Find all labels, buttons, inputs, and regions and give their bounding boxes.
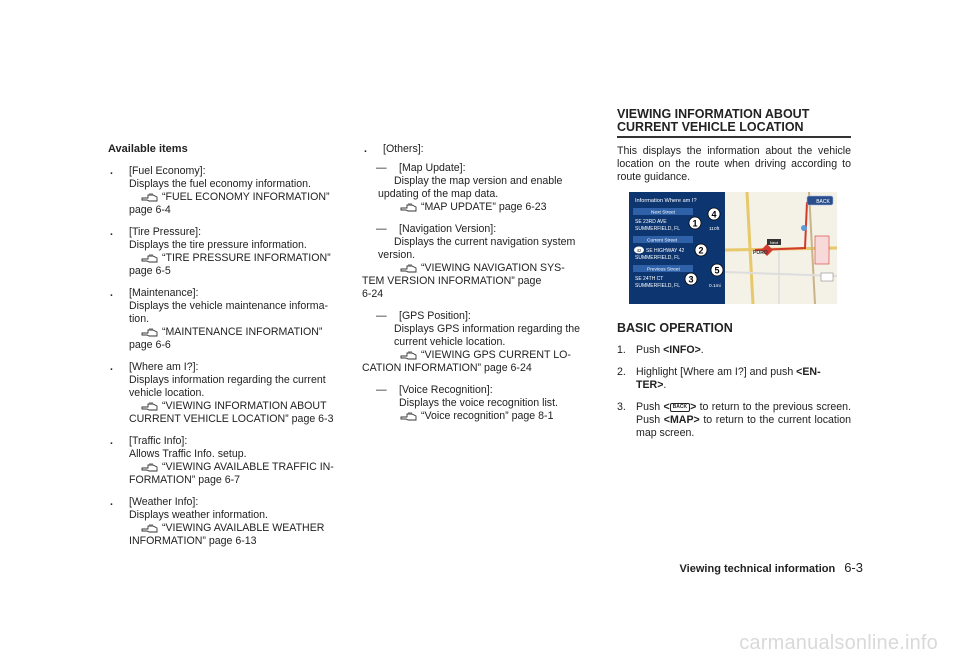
bullet: .: [110, 287, 113, 299]
subitem-map-update: [378, 162, 600, 214]
enter-key-label: <EN-: [796, 366, 821, 378]
step-2: 2. Highlight [Where am I?] and push <EN- TER>.: [617, 366, 821, 391]
item-label: [Map Update]:: [399, 162, 466, 174]
item-ref[interactable]: “VIEWING AVAILABLE WEATHER: [129, 522, 346, 535]
svg-text:110ft: 110ft: [709, 227, 720, 232]
bullet: .: [110, 165, 113, 177]
callout-3: [685, 273, 697, 285]
reference-hand-icon: [400, 411, 418, 422]
subitem-gps-position: [362, 310, 600, 375]
reference-hand-icon: [400, 263, 418, 274]
item-label: [Navigation Version]:: [399, 223, 497, 235]
svg-text:5: 5: [714, 265, 720, 276]
item-label: [Weather Info]:: [129, 496, 199, 508]
item-desc-cont: vehicle location.: [129, 387, 205, 399]
list-item-weather-info: [108, 496, 346, 548]
item-ref[interactable]: “MAINTENANCE INFORMATION”: [129, 326, 346, 339]
step-3: 3. Push < BACK > to return to the previous screen. Push <MAP> to return to the current location map screen.: [617, 401, 852, 439]
reference-hand-icon: [141, 462, 159, 473]
item-label: [Tire Pressure]:: [129, 226, 202, 238]
reference-hand-icon: [141, 401, 159, 412]
step-1: 1. Push <INFO>.: [617, 344, 704, 356]
item-label: [Where am I?]:: [129, 361, 199, 373]
subitem-voice-recognition: [378, 384, 600, 423]
basic-operation-heading: BASIC OPERATION: [617, 321, 733, 335]
item-label: [Maintenance]:: [129, 287, 199, 299]
item-ref-page: FORMATION” page 6-7: [129, 474, 241, 486]
svg-text:Next Street: Next Street: [651, 210, 675, 216]
bullet: .: [364, 143, 367, 155]
item-ref-page: 6-24: [362, 288, 384, 300]
svg-text:SE 23RD AVE: SE 23RD AVE: [635, 219, 667, 225]
item-ref[interactable]: “VIEWING INFORMATION ABOUT: [129, 400, 346, 413]
svg-text:4: 4: [711, 209, 717, 220]
dash-marker: —: [376, 384, 387, 396]
item-ref-page: page 6-6: [129, 339, 171, 351]
callout-1: [689, 217, 701, 229]
list-item-tire-pressure: [108, 226, 346, 278]
item-label: [Traffic Info]:: [129, 435, 188, 447]
reference-hand-icon: [141, 327, 159, 338]
section-rule: [617, 136, 851, 138]
item-ref-page: page 6-5: [129, 265, 171, 277]
bullet: .: [110, 435, 113, 447]
svg-text:SUMMERFIELD, FL: SUMMERFIELD, FL: [635, 226, 681, 232]
item-ref-page: page 6-4: [129, 204, 171, 216]
item-desc: Displays the vehicle maintenance informa-: [129, 300, 329, 312]
reference-hand-icon: [141, 523, 159, 534]
map-place-label: PORO: [753, 250, 768, 256]
available-items-heading: Available items: [108, 143, 188, 155]
reference-hand-icon: [400, 350, 418, 361]
page-number: 6-3: [844, 560, 863, 575]
svg-text:SE HIGHWAY 42: SE HIGHWAY 42: [646, 248, 685, 254]
list-item-where-am-i: [108, 361, 346, 426]
item-desc: Allows Traffic Info. setup.: [129, 448, 247, 460]
callout-2: [695, 244, 707, 256]
item-ref[interactable]: “FUEL ECONOMY INFORMATION”: [129, 191, 346, 204]
item-label: [Others]:: [383, 143, 424, 155]
item-ref-cont: TEM VERSION INFORMATION” page: [362, 275, 542, 287]
item-desc: Displays information regarding the current: [129, 374, 326, 386]
intro-paragraph: This displays the information about the vehicle location on the route when driving according to route guidance.: [617, 145, 851, 183]
reference-hand-icon: [141, 192, 159, 203]
bullet: .: [110, 361, 113, 373]
nav-screenshot: [629, 192, 837, 304]
svg-text:SE 24TH CT: SE 24TH CT: [635, 276, 664, 282]
item-desc: Displays the tire pressure information.: [129, 239, 307, 251]
subitem-navigation-version: [362, 223, 600, 301]
bullet: .: [110, 496, 113, 508]
svg-text:3: 3: [688, 274, 694, 285]
svg-text:42: 42: [636, 247, 642, 253]
page-footer: [680, 561, 863, 576]
item-ref-page: INFORMATION” page 6-13: [129, 535, 257, 547]
dash-marker: —: [376, 162, 387, 174]
item-desc: Displays the fuel economy information.: [129, 178, 311, 190]
reference-hand-icon: [141, 253, 159, 264]
dash-marker: —: [376, 223, 387, 235]
item-ref[interactable]: “VIEWING GPS CURRENT LO-: [388, 349, 600, 362]
back-key-label: < BACK >: [663, 401, 697, 413]
left-column: [108, 143, 346, 557]
item-desc: Displays GPS information regarding the: [394, 323, 581, 335]
item-label: [Voice Recognition]:: [399, 384, 493, 396]
item-desc: Displays weather information.: [129, 509, 268, 521]
item-desc-cont: tion.: [129, 313, 150, 325]
info-key-label: <INFO>: [663, 344, 701, 356]
list-item-traffic-info: [108, 435, 346, 487]
svg-text:Previous Street: Previous Street: [647, 267, 680, 273]
item-desc: Displays the voice recognition list.: [399, 397, 558, 409]
reference-hand-icon: [400, 202, 418, 213]
item-ref[interactable]: “MAP UPDATE” page 6-23: [388, 201, 600, 214]
list-item-others: [362, 143, 600, 156]
item-ref-page: CATION INFORMATION” page 6-24: [362, 362, 532, 374]
item-desc-cont: updating of the map data.: [378, 188, 499, 200]
bullet: .: [110, 226, 113, 238]
list-item-fuel-economy: [108, 165, 346, 217]
item-ref[interactable]: “Voice recognition” page 8-1: [388, 410, 600, 423]
screen-header: Information Where am I?: [635, 198, 697, 204]
footer-section-label: Viewing technical information: [679, 563, 836, 575]
item-ref-page: CURRENT VEHICLE LOCATION” page 6-3: [129, 413, 334, 425]
svg-text:SUMMERFIELD, FL: SUMMERFIELD, FL: [635, 255, 681, 261]
item-desc-cont: current vehicle location.: [394, 336, 506, 348]
svg-text:2: 2: [698, 245, 704, 256]
right-column: [617, 108, 851, 449]
item-desc-cont: version.: [378, 249, 416, 261]
nav-screen-svg: [629, 192, 837, 304]
middle-column: [362, 143, 600, 432]
item-ref[interactable]: “VIEWING AVAILABLE TRAFFIC IN-: [129, 461, 346, 474]
map-key-label: <MAP>: [663, 414, 700, 426]
item-desc: Displays the current navigation system: [394, 236, 576, 248]
svg-text:0.1mi: 0.1mi: [709, 284, 721, 289]
list-item-maintenance: [108, 287, 346, 352]
item-ref[interactable]: “TIRE PRESSURE INFORMATION”: [129, 252, 346, 265]
svg-text:SUMMERFIELD, FL: SUMMERFIELD, FL: [635, 283, 681, 289]
callout-5: [711, 264, 723, 276]
map-next-label: Next: [769, 240, 779, 245]
callout-4: [708, 208, 720, 220]
svg-text:1: 1: [692, 218, 698, 229]
item-desc: Display the map version and enable: [394, 175, 563, 187]
back-label: BACK: [816, 199, 830, 205]
section-title: VIEWING INFORMATION ABOUT CURRENT VEHICLE LOCATION: [617, 107, 810, 134]
item-ref[interactable]: “VIEWING NAVIGATION SYS-: [388, 262, 600, 275]
item-label: [Fuel Economy]:: [129, 165, 206, 177]
item-label: [GPS Position]:: [399, 310, 471, 322]
back-key-icon: BACK: [670, 403, 690, 412]
dash-marker: —: [376, 310, 387, 322]
svg-text:Current Street: Current Street: [647, 238, 678, 244]
